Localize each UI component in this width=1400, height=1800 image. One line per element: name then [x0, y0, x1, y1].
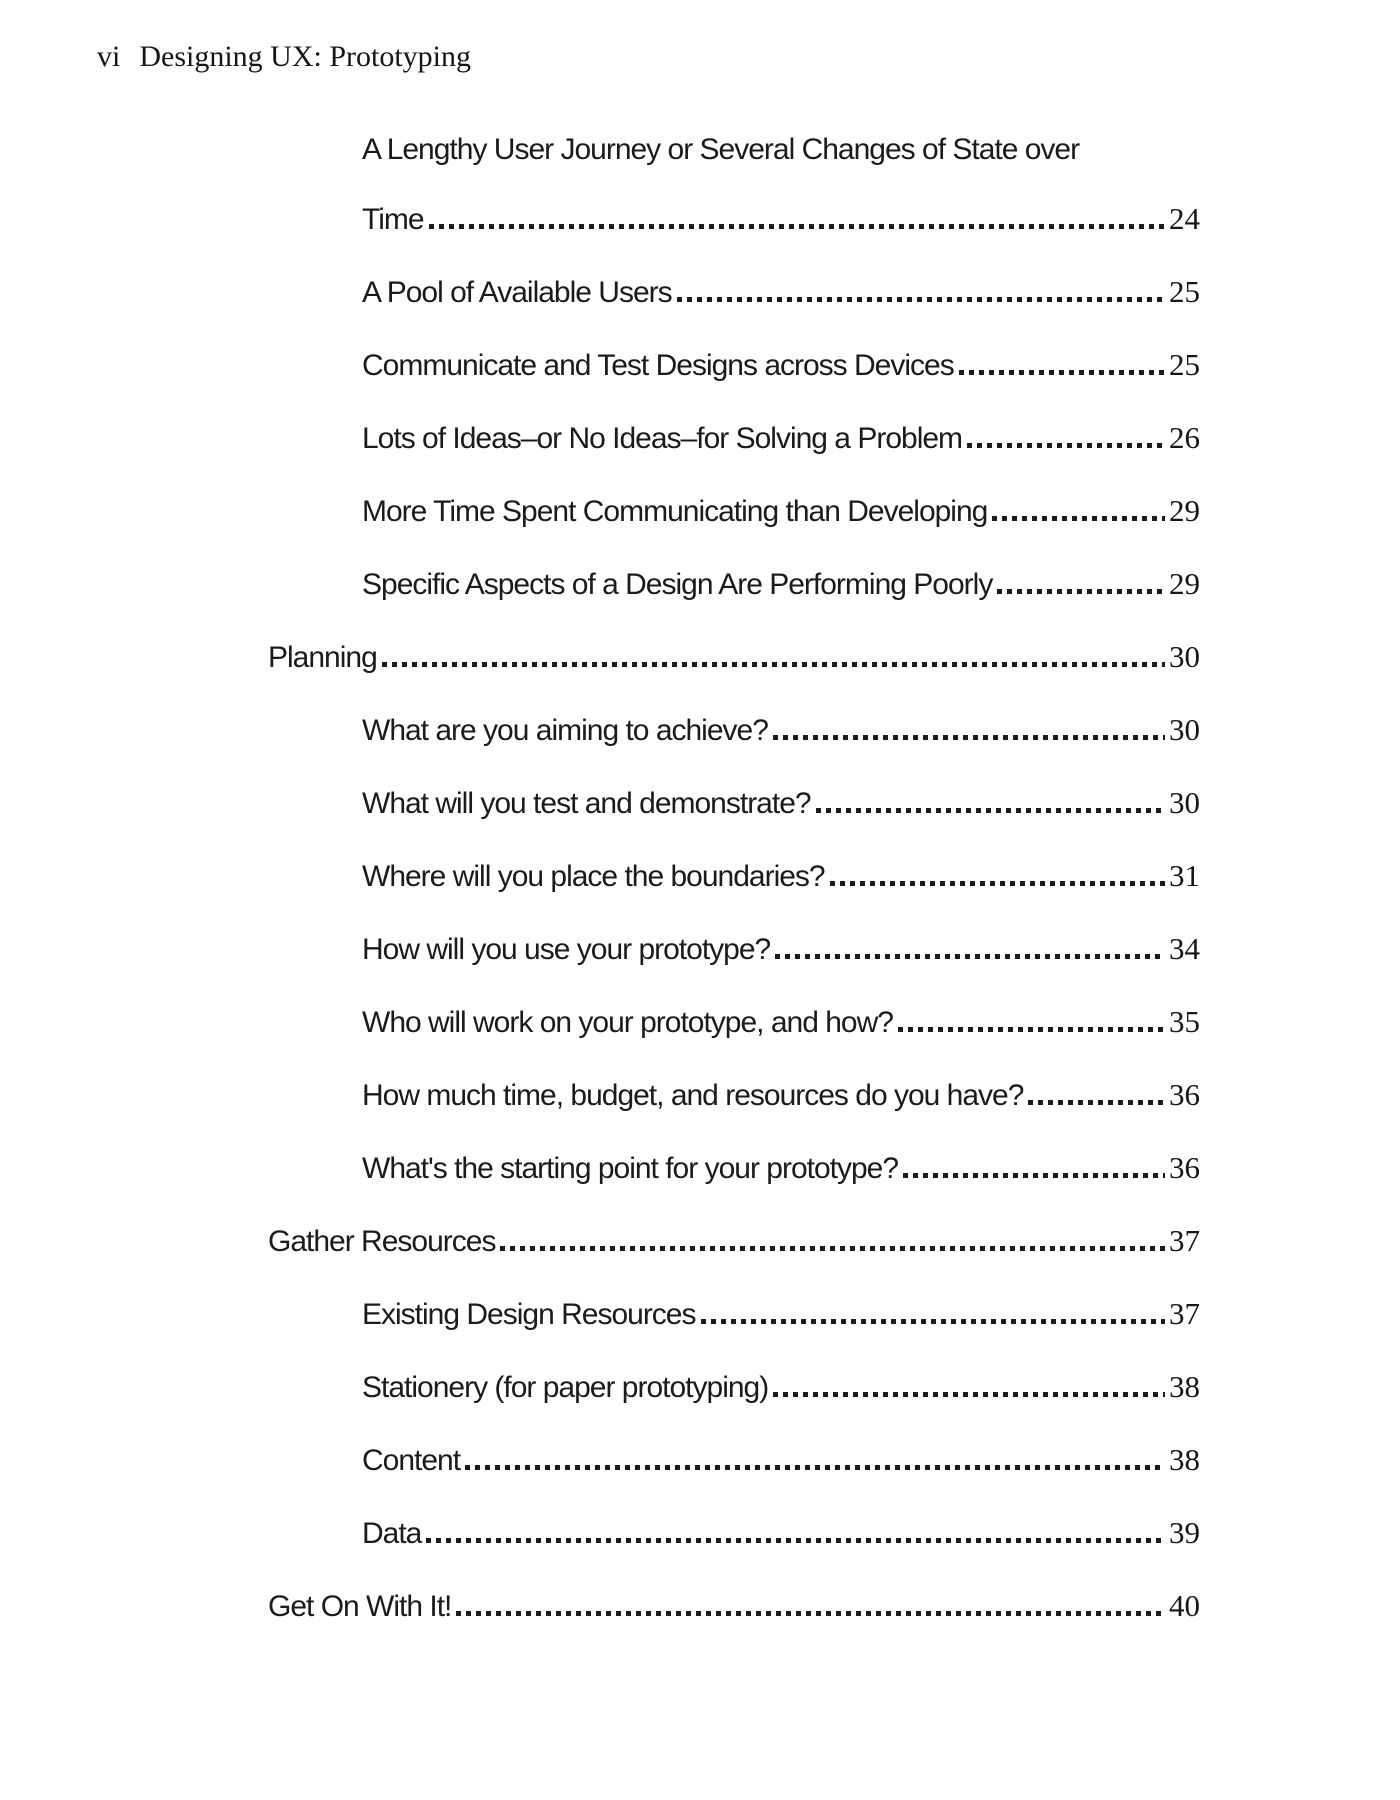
folio-page-number: vi [97, 40, 121, 73]
toc-dot-leader [677, 297, 1165, 302]
toc-page-number: 25 [1169, 347, 1200, 382]
toc-dot-leader [1028, 1100, 1165, 1105]
toc-dot-leader [830, 881, 1165, 886]
toc-entry [362, 985, 1200, 1058]
toc-page-number: 24 [1169, 201, 1200, 236]
toc-dot-leader [426, 1538, 1165, 1543]
toc-dot-leader [997, 589, 1165, 594]
toc-entry [362, 693, 1200, 766]
toc-page-number: 34 [1169, 931, 1200, 966]
toc-page-number: 29 [1169, 566, 1200, 601]
toc-entry [362, 255, 1200, 328]
toc-entry-label: Gather Resources [268, 1225, 496, 1258]
toc-entry-label: Where will you place the boundaries? [362, 860, 825, 893]
toc-entry-label: Specific Aspects of a Design Are Performing Poorly [362, 568, 993, 601]
toc-page-number: 38 [1169, 1442, 1200, 1477]
toc-entry-label: Lots of Ideas–or No Ideas–for Solving a Problem [362, 422, 963, 455]
table-of-contents [0, 118, 1200, 1642]
toc-page-number: 40 [1169, 1588, 1200, 1623]
toc-entry-label: How will you use your prototype? [362, 933, 771, 966]
toc-page-number: 26 [1169, 420, 1200, 455]
toc-entry [362, 401, 1200, 474]
toc-page-number: 36 [1169, 1077, 1200, 1112]
toc-entry [268, 620, 1200, 693]
toc-dot-leader [903, 1173, 1165, 1178]
toc-entry-label: A Pool of Available Users [362, 276, 672, 309]
toc-page-number: 30 [1169, 712, 1200, 747]
toc-dot-leader [701, 1319, 1166, 1324]
toc-entry-label: Who will work on your prototype, and how? [362, 1006, 893, 1039]
toc-entry-label: What are you aiming to achieve? [362, 714, 768, 747]
toc-page-number: 31 [1169, 858, 1200, 893]
toc-entry-label: Existing Design Resources [362, 1298, 696, 1331]
toc-entry [362, 1058, 1200, 1131]
running-header [97, 40, 471, 74]
toc-entry [362, 547, 1200, 620]
toc-entry-label: Time [362, 203, 424, 236]
toc-entry-label: What will you test and demonstrate? [362, 787, 811, 820]
book-title: Designing UX: Prototyping [139, 40, 472, 73]
toc-entry-label: How much time, budget, and resources do you have? [362, 1079, 1024, 1112]
toc-dot-leader [898, 1027, 1165, 1032]
toc-entry [362, 1423, 1200, 1496]
toc-entry-label: Content [362, 1444, 461, 1477]
toc-entry [362, 118, 1200, 182]
toc-page-number: 36 [1169, 1150, 1200, 1185]
toc-dot-leader [500, 1246, 1165, 1251]
toc-page-number: 25 [1169, 274, 1200, 309]
toc-page-number: 37 [1169, 1223, 1200, 1258]
toc-entry-label: Communicate and Test Designs across Devices [362, 349, 954, 382]
toc-entry [362, 1277, 1200, 1350]
toc-dot-leader [775, 954, 1165, 959]
toc-page-number: 29 [1169, 493, 1200, 528]
toc-entry [362, 474, 1200, 547]
toc-entry [362, 766, 1200, 839]
toc-entry [362, 839, 1200, 912]
toc-page-number: 30 [1169, 785, 1200, 820]
toc-dot-leader [456, 1611, 1165, 1616]
toc-entry-label: What's the starting point for your prototype? [362, 1152, 899, 1185]
toc-entry [362, 328, 1200, 401]
toc-entry [268, 1204, 1200, 1277]
toc-entry-label: Get On With It! [268, 1590, 452, 1623]
toc-dot-leader [773, 1392, 1165, 1397]
toc-page-number: 37 [1169, 1296, 1200, 1331]
toc-entry-label: Planning [268, 641, 377, 674]
toc-entry-label: Stationery (for paper prototyping) [362, 1371, 769, 1404]
toc-dot-leader [773, 735, 1165, 740]
toc-entry [362, 182, 1200, 255]
toc-page-number: 35 [1169, 1004, 1200, 1039]
toc-dot-leader [992, 516, 1165, 521]
toc-dot-leader [967, 443, 1165, 448]
toc-page-number: 30 [1169, 639, 1200, 674]
toc-entry-label: Data [362, 1517, 422, 1550]
toc-entry [362, 1131, 1200, 1204]
toc-entry [268, 1569, 1200, 1642]
toc-entry-label: More Time Spent Communicating than Developing [362, 495, 988, 528]
toc-page-number: 39 [1169, 1515, 1200, 1550]
toc-entry [362, 1496, 1200, 1569]
toc-entry [362, 1350, 1200, 1423]
toc-dot-leader [382, 662, 1165, 667]
toc-dot-leader [816, 808, 1165, 813]
toc-page-number: 38 [1169, 1369, 1200, 1404]
toc-dot-leader [429, 224, 1165, 229]
toc-dot-leader [465, 1465, 1165, 1470]
toc-entry-label: A Lengthy User Journey or Several Changes of State over [362, 133, 1080, 166]
toc-dot-leader [959, 370, 1165, 375]
toc-entry [362, 912, 1200, 985]
